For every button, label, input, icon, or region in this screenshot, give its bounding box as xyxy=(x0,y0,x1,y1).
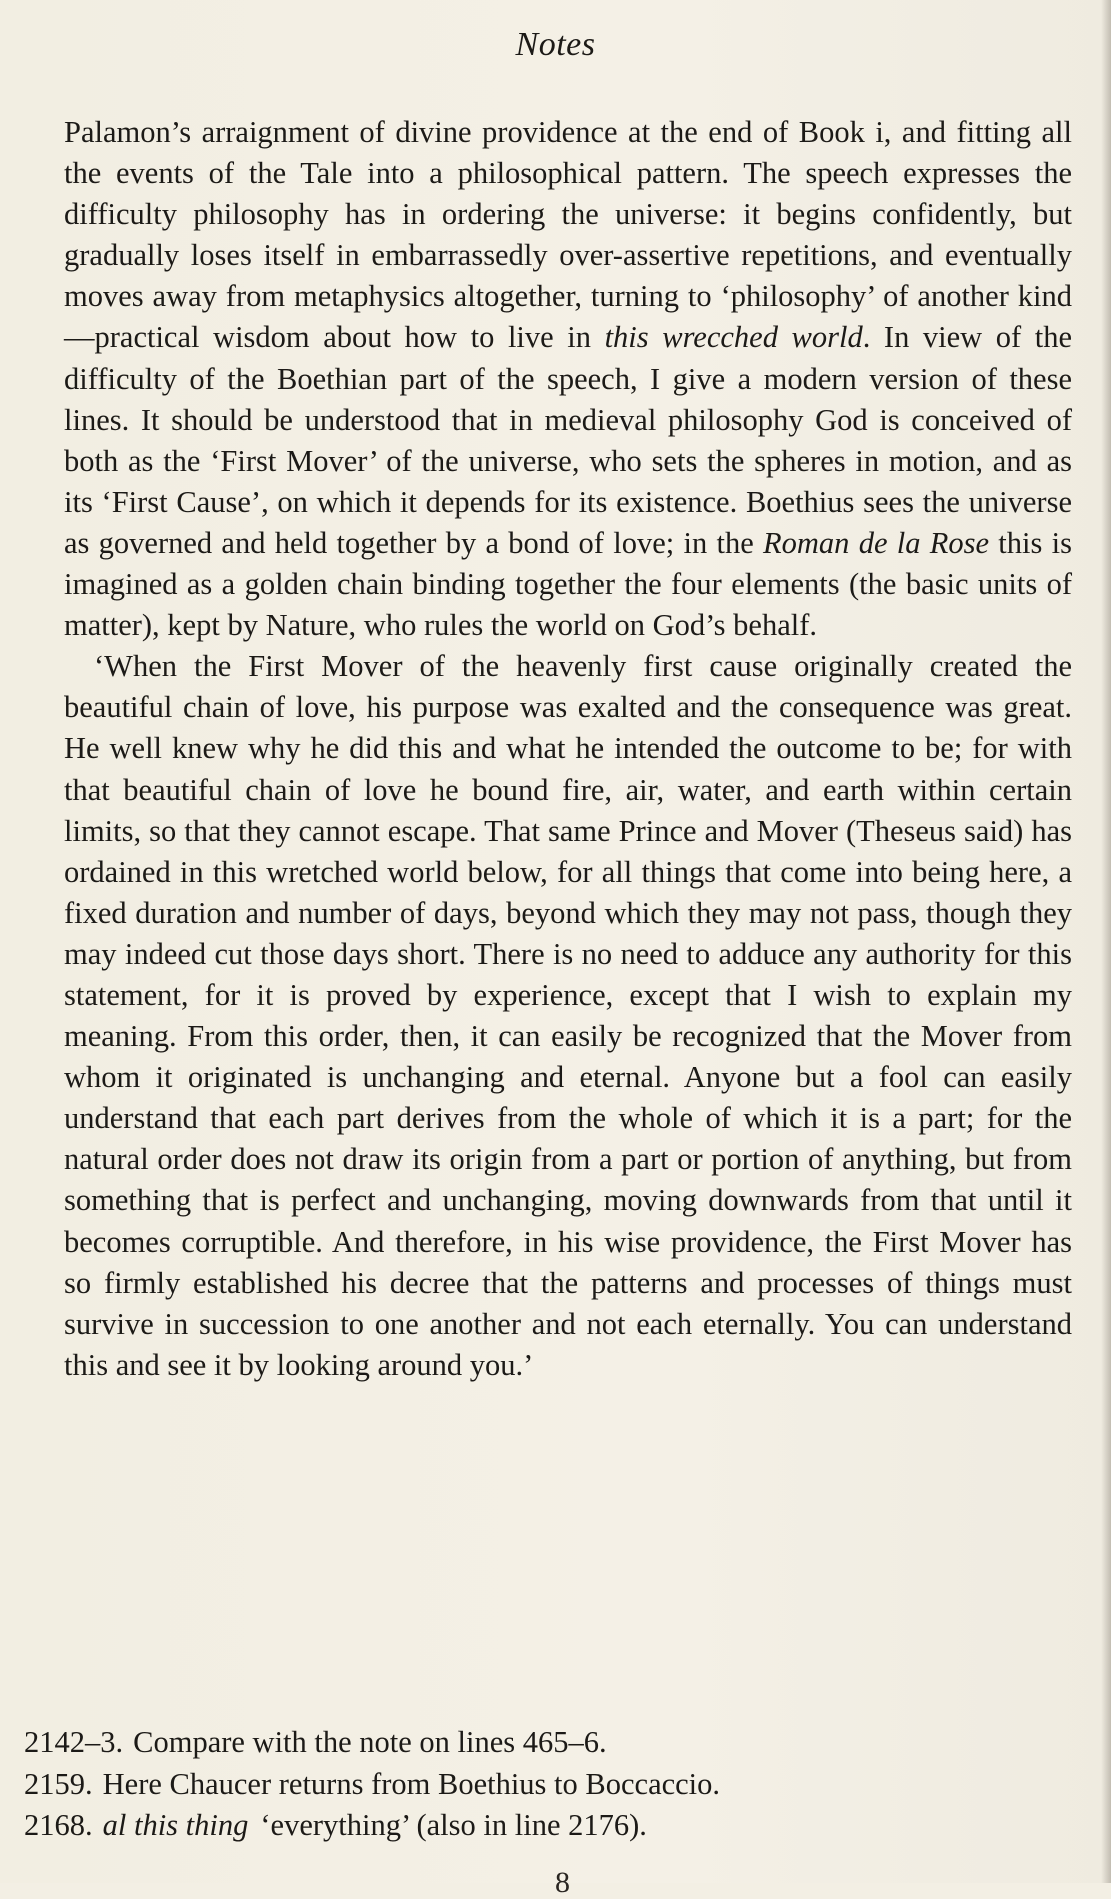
paragraph-1-part-2: . In view of the difficulty of the Boethian part of the speech, I give a modern version of these lines. It should be understood that in medieval philosophy God is conceived of both as the ‘First Mover’ of the universe, who sets the spheres in motion, and as its ‘First Cause’, on which it depends for its existence. Boethius sees the universe as governed and held together by a bond of love; in the xyxy=(64,320,1073,560)
line-notes xyxy=(24,1722,1084,1847)
paragraph-1-italic-title: Roman de la Rose xyxy=(763,525,990,560)
paragraph-1 xyxy=(64,112,1072,646)
note-text: ‘everything’ (also in line 2176). xyxy=(260,1808,647,1842)
note-ref: 2168. xyxy=(24,1808,93,1842)
note-text: Here Chaucer returns from Boethius to Boccaccio. xyxy=(102,1766,721,1801)
page-number: 8 xyxy=(555,1866,570,1899)
note-item xyxy=(24,1722,1084,1764)
paragraph-1-part-3: this is imagined as a golden chain binding together the four elements (the basic units of matter), kept by Nature, who rules the world on God’s behalf. xyxy=(64,525,1072,643)
note-text: Compare with the note on lines 465–6. xyxy=(133,1725,607,1759)
page-edge-shadow xyxy=(1101,0,1111,1883)
note-item xyxy=(24,1805,1084,1847)
paragraph-1-italic-phrase: this wrecched world xyxy=(604,320,863,355)
paragraph-2: ‘When the First Mover of the heavenly first cause originally created the beautiful chain of love, his purpose was exalted and the consequence was great. He well knew why he did this and what he intended the outcome to be; for with that beautiful chain of love he bound fire, air, water, and earth within certain limits, so that they cannot escape. That same Prince and Mover (Theseus said) has ordained in this wretched world below, for all things that come into being here, a fixed duration and number of days, beyond which they may not pass, though they may indeed cut those days short. There is no need to adduce any authority for this statement, for it is proved by experience, except that I wish to explain my meaning. From this order, then, it can easily be recognized that the Mover from whom it originated is unchanging and eternal. Anyone but a fool can easily understand that each part derives from the whole of which it is a part; for the natural order does not draw its origin from a part or portion of anything, but from something that is perfect and unchanging, moving downwards from that until it becomes corruptible. And therefore, in his wise providence, the First Mover has so firmly established his decree that the patterns and processes of things must survive in succession to one another and not each eternally. You can understand this and see it by looking around you.’ xyxy=(64,649,1072,1382)
running-head: Notes xyxy=(515,26,596,63)
note-item xyxy=(24,1764,1084,1806)
body-text xyxy=(64,112,1072,1386)
note-italic-lemma: al this thing xyxy=(102,1808,249,1842)
note-ref: 2142–3. xyxy=(24,1725,124,1759)
note-ref: 2159. xyxy=(24,1766,93,1801)
paragraph-1-part-1: Palamon’s arraignment of divine providence at the end of Book i, and fitting all the events of the Tale into a philosophical pattern. The speech expresses the difficulty philosophy has in ordering the universe: it begins confidently, but gradually loses itself in embarrassedly over-assertive repetitions, and eventually moves away from metaphysics altogether, turning to ‘philosophy’ of another kind—practical wisdom about how to live in xyxy=(64,115,1072,355)
